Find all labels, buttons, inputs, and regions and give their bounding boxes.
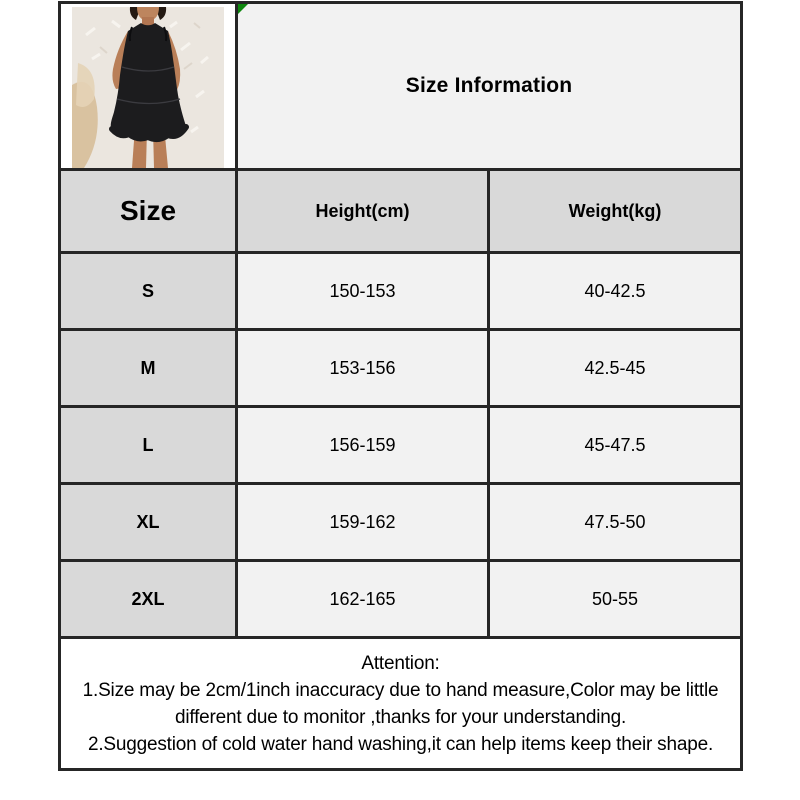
weight-value: 42.5-45 [489, 330, 742, 407]
height-value: 150-153 [237, 253, 489, 330]
attention-row [60, 638, 742, 770]
table-row-m [60, 330, 742, 407]
attention-line-1: 1.Size may be 2cm/1inch inaccuracy due to hand measure,Color may be little different due to monitor ,thanks for your understanding. [82, 679, 719, 728]
product-photo-cell [60, 3, 237, 170]
table-row-2xl [60, 561, 742, 638]
column-header-size: Size [60, 170, 237, 253]
size-label: XL [60, 484, 237, 561]
size-label: 2XL [60, 561, 237, 638]
column-header-height: Height(cm) [237, 170, 489, 253]
size-label: S [60, 253, 237, 330]
weight-value: 40-42.5 [489, 253, 742, 330]
height-value: 156-159 [237, 407, 489, 484]
banner-row [60, 3, 742, 170]
table-row-s [60, 253, 742, 330]
attention-note-box [60, 638, 742, 770]
column-header-weight: Weight(kg) [489, 170, 742, 253]
attention-title: Attention: [361, 652, 440, 674]
page-title: Size Information [405, 74, 573, 97]
column-header-row [60, 170, 742, 253]
weight-value: 50-55 [489, 561, 742, 638]
height-value: 159-162 [237, 484, 489, 561]
table-row-xl [60, 484, 742, 561]
height-value: 153-156 [237, 330, 489, 407]
weight-value: 45-47.5 [489, 407, 742, 484]
table-row-l [60, 407, 742, 484]
attention-line-2: 2.Suggestion of cold water hand washing,it can help items keep their shape. [87, 733, 714, 755]
dress-photo-illustration [72, 7, 224, 168]
size-label: L [60, 407, 237, 484]
weight-value: 47.5-50 [489, 484, 742, 561]
size-information-table [58, 1, 743, 771]
size-label: M [60, 330, 237, 407]
height-value: 162-165 [237, 561, 489, 638]
product-photo [61, 4, 235, 168]
size-information-header-cell [237, 3, 742, 170]
excel-corner-marker-icon [238, 4, 248, 14]
